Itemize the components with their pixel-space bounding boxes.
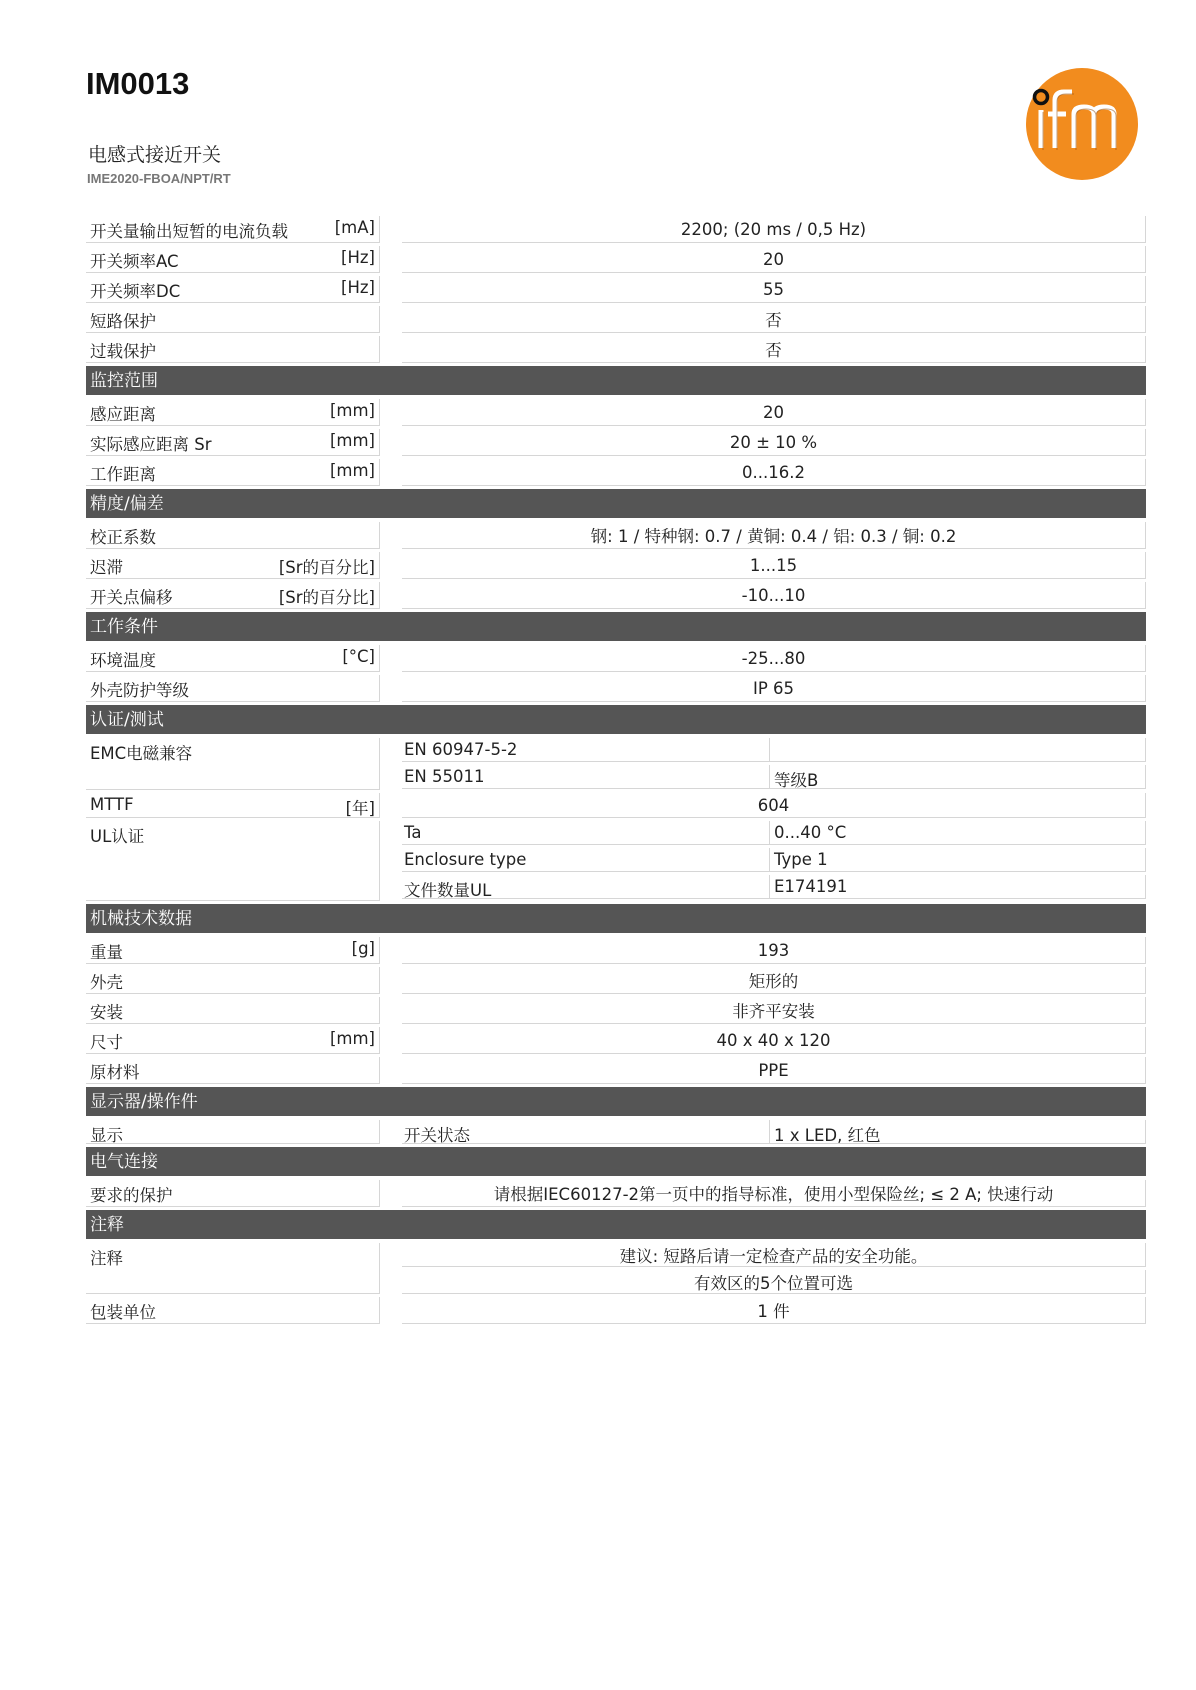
section-header-mechanical: 机械技术数据 xyxy=(86,904,1146,933)
row-label: 包装单位 xyxy=(90,1303,156,1322)
spec-row xyxy=(86,937,1146,964)
row-label: 过载保护 xyxy=(90,342,156,361)
spec-row xyxy=(86,997,1146,1024)
section-header-conditions: 工作条件 xyxy=(86,612,1146,641)
sub-row xyxy=(402,738,1146,762)
row-label: 校正系数 xyxy=(90,528,156,547)
row-value: 604 xyxy=(402,793,1146,818)
sub-row xyxy=(402,821,1146,845)
row-value: 55 xyxy=(402,276,1146,303)
spec-table xyxy=(86,216,1146,1327)
row-value: 否 xyxy=(402,336,1146,363)
spec-row xyxy=(86,967,1146,994)
row-value: 193 xyxy=(402,937,1146,964)
row-label: EMC电磁兼容 xyxy=(90,744,193,763)
row-value: IP 65 xyxy=(402,675,1146,702)
spec-row-emc xyxy=(86,738,1146,790)
row-value: PPE xyxy=(402,1057,1146,1084)
sub-value: 0...40 °C xyxy=(770,821,1146,844)
row-label: 注释 xyxy=(90,1249,123,1268)
row-value: 否 xyxy=(402,306,1146,333)
row-value: 请根据IEC60127-2第一页中的指导标准，使用小型保险丝; ≤ 2 A; 快速行动 xyxy=(402,1180,1146,1207)
note-line: 有效区的5个位置可选 xyxy=(402,1270,1146,1294)
row-label: 要求的保护 xyxy=(90,1186,173,1205)
row-value: 钢: 1 / 特种钢: 0.7 / 黄铜: 0.4 / 铝: 0.3 / 铜: 0.2 xyxy=(402,522,1146,549)
row-label: 外壳防护等级 xyxy=(90,681,189,700)
row-label: 短路保护 xyxy=(90,312,156,331)
row-label: 显示 xyxy=(90,1126,123,1145)
spec-row xyxy=(86,645,1146,672)
row-label: 开关频率DC xyxy=(90,282,181,301)
sub-row xyxy=(402,1120,1146,1144)
row-unit: [mA] xyxy=(334,218,375,237)
row-label: MTTF xyxy=(90,795,134,814)
row-value: 20 xyxy=(402,399,1146,426)
row-value: 非齐平安装 xyxy=(402,997,1146,1024)
row-unit: [Sr的百分比] xyxy=(278,558,375,577)
sub-key: EN 60947-5-2 xyxy=(402,738,770,761)
spec-row xyxy=(86,399,1146,426)
row-label: 开关量输出短暂的电流负载 xyxy=(90,222,288,241)
spec-row xyxy=(86,675,1146,702)
row-value: -10...10 xyxy=(402,582,1146,609)
sub-row xyxy=(402,848,1146,872)
row-unit: [Hz] xyxy=(341,278,375,297)
row-unit: [mm] xyxy=(329,401,375,420)
sub-key: Enclosure type xyxy=(402,848,770,871)
row-label: 开关点偏移 xyxy=(90,588,173,607)
sub-value: 等级B xyxy=(770,765,1146,788)
row-label: 原材料 xyxy=(90,1063,140,1082)
row-unit: [Sr的百分比] xyxy=(278,588,375,607)
row-label: 重量 xyxy=(90,943,123,962)
row-label: UL认证 xyxy=(90,827,145,846)
row-value: 0...16.2 xyxy=(402,459,1146,486)
row-unit: [mm] xyxy=(329,461,375,480)
spec-row xyxy=(86,306,1146,333)
sub-key: EN 55011 xyxy=(402,765,770,788)
sub-key: Ta xyxy=(402,821,770,844)
sub-row xyxy=(402,765,1146,789)
spec-row xyxy=(86,522,1146,549)
row-unit: [年] xyxy=(345,799,375,818)
spec-row xyxy=(86,1297,1146,1324)
spec-row xyxy=(86,429,1146,456)
spec-row xyxy=(86,1027,1146,1054)
section-header-accuracy: 精度/偏差 xyxy=(86,489,1146,518)
row-label: 外壳 xyxy=(90,973,123,992)
section-header-monitoring: 监控范围 xyxy=(86,366,1146,395)
section-header-certification: 认证/测试 xyxy=(86,705,1146,734)
row-label: 迟滞 xyxy=(90,558,123,577)
spec-row xyxy=(86,1057,1146,1084)
row-unit: [mm] xyxy=(329,1029,375,1048)
sub-value: Type 1 xyxy=(770,848,1146,871)
spec-row xyxy=(86,216,1146,243)
spec-row xyxy=(86,459,1146,486)
spec-row-ul xyxy=(86,821,1146,901)
row-value: 20 ± 10 % xyxy=(402,429,1146,456)
row-value: 40 x 40 x 120 xyxy=(402,1027,1146,1054)
spec-row xyxy=(86,246,1146,273)
row-value: 1...15 xyxy=(402,552,1146,579)
row-label: 工作距离 xyxy=(90,465,156,484)
sub-key: 开关状态 xyxy=(402,1120,770,1143)
spec-row xyxy=(86,1120,1146,1144)
section-header-display: 显示器/操作件 xyxy=(86,1087,1146,1116)
sub-value xyxy=(770,738,1146,761)
sub-value: 1 x LED, 红色 xyxy=(770,1120,1146,1143)
row-value: 矩形的 xyxy=(402,967,1146,994)
spec-row xyxy=(86,1180,1146,1207)
row-unit: [°C] xyxy=(342,647,375,666)
sub-row xyxy=(402,875,1146,899)
row-unit: [g] xyxy=(351,939,375,958)
spec-row-notes xyxy=(86,1243,1146,1294)
sub-key: 文件数量UL xyxy=(402,875,770,898)
row-label: 安装 xyxy=(90,1003,123,1022)
row-value: 2200; (20 ms / 0,5 Hz) xyxy=(402,216,1146,243)
row-label: 尺寸 xyxy=(90,1033,123,1052)
spec-row xyxy=(86,582,1146,609)
row-value: 20 xyxy=(402,246,1146,273)
spec-row xyxy=(86,552,1146,579)
row-label: 开关频率AC xyxy=(90,252,179,271)
row-label: 感应距离 xyxy=(90,405,156,424)
product-title: IM0013 xyxy=(86,66,190,101)
row-value: -25...80 xyxy=(402,645,1146,672)
row-label: 实际感应距离 Sr xyxy=(90,435,212,454)
spec-row xyxy=(86,276,1146,303)
row-unit: [mm] xyxy=(329,431,375,450)
spec-row xyxy=(86,793,1146,818)
spec-row xyxy=(86,336,1146,363)
product-subtitle: 电感式接近开关 xyxy=(88,144,222,166)
row-value: 1 件 xyxy=(402,1297,1146,1324)
sub-value: E174191 xyxy=(770,875,1146,898)
section-header-electrical: 电气连接 xyxy=(86,1147,1146,1176)
section-header-notes: 注释 xyxy=(86,1210,1146,1239)
ifm-logo xyxy=(1024,66,1140,182)
note-line: 建议: 短路后请一定检查产品的安全功能。 xyxy=(402,1243,1146,1267)
row-unit: [Hz] xyxy=(341,248,375,267)
row-label: 环境温度 xyxy=(90,651,156,670)
product-code: IME2020-FBOA/NPT/RT xyxy=(87,171,231,186)
